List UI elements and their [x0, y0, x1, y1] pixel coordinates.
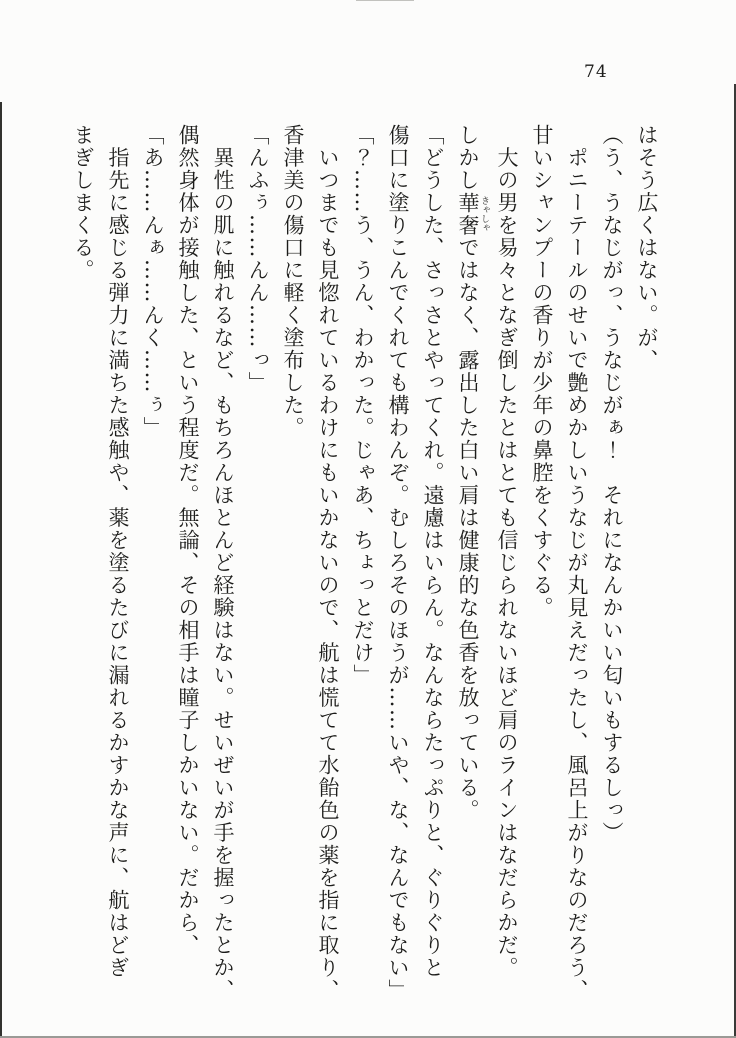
- text-column-6: しかし華奢 きゃしゃではなく、露出した白い肩は健康的な色香を放っている。: [456, 124, 489, 822]
- text-column-14: 偶然身体が接触した、という程度だ。無論、その相手は瞳子しかいない。だから、: [176, 124, 200, 957]
- text-column-15: 「あ……んぁ……んく……ぅ」: [141, 124, 165, 439]
- text-column-8: 傷口に塗りこんでくれても構わんぞ。むしろそのほうが……いや、な、なんでもない」: [386, 124, 410, 1002]
- text-column-1: はそう広くはない。が、: [635, 124, 659, 372]
- text-column-2: （う、うなじがっ、うなじがぁ！ それになんかいい匂いもするしっ）: [600, 124, 624, 844]
- scan-edge-left: [0, 102, 2, 1036]
- scan-edge-top-dash: [356, 0, 414, 1]
- page-number: 74: [584, 62, 608, 82]
- text-column-11: 香津美の傷口に軽く塗布した。: [281, 124, 305, 439]
- text-column-4: 甘いシャンプーの香りが少年の鼻腔をくすぐる。: [530, 124, 554, 619]
- text-column-3: ポニーテールのせいで艶めかしいうなじが丸見えだったし、風呂上がりなのだろう、: [565, 124, 589, 1002]
- text-column-13: 異性の肌に触れるなど、もちろんほとんど経験はない。せいぜいが手を握ったとか、: [211, 124, 235, 1002]
- text-column-5: 大の男を易々となぎ倒したとはとても信じられないほど肩のラインはなだらかだ。: [495, 124, 519, 979]
- text-column-17: まぎしまくる。: [71, 124, 95, 282]
- text-column-9: 「？……う、うん、わかった。じゃあ、ちょっとだけ」: [351, 124, 375, 687]
- text-column-12: 「んふぅ……んん……っ」: [246, 124, 270, 394]
- text-column-7: 「どうした、さっさとやってくれ。遠慮はいらん。なんならたっぷりと、ぐりぐりと: [421, 124, 445, 979]
- text-column-16: 指先に感じる弾力に満ちた感触や、薬を塗るたびに漏れるかすかな声に、航はどぎ: [106, 124, 130, 979]
- text-column-10: いつまでも見惚れているわけにもいかないので、航は慌てて水飴色の薬を指に取り、: [316, 124, 340, 1002]
- text-block: [65, 124, 664, 1008]
